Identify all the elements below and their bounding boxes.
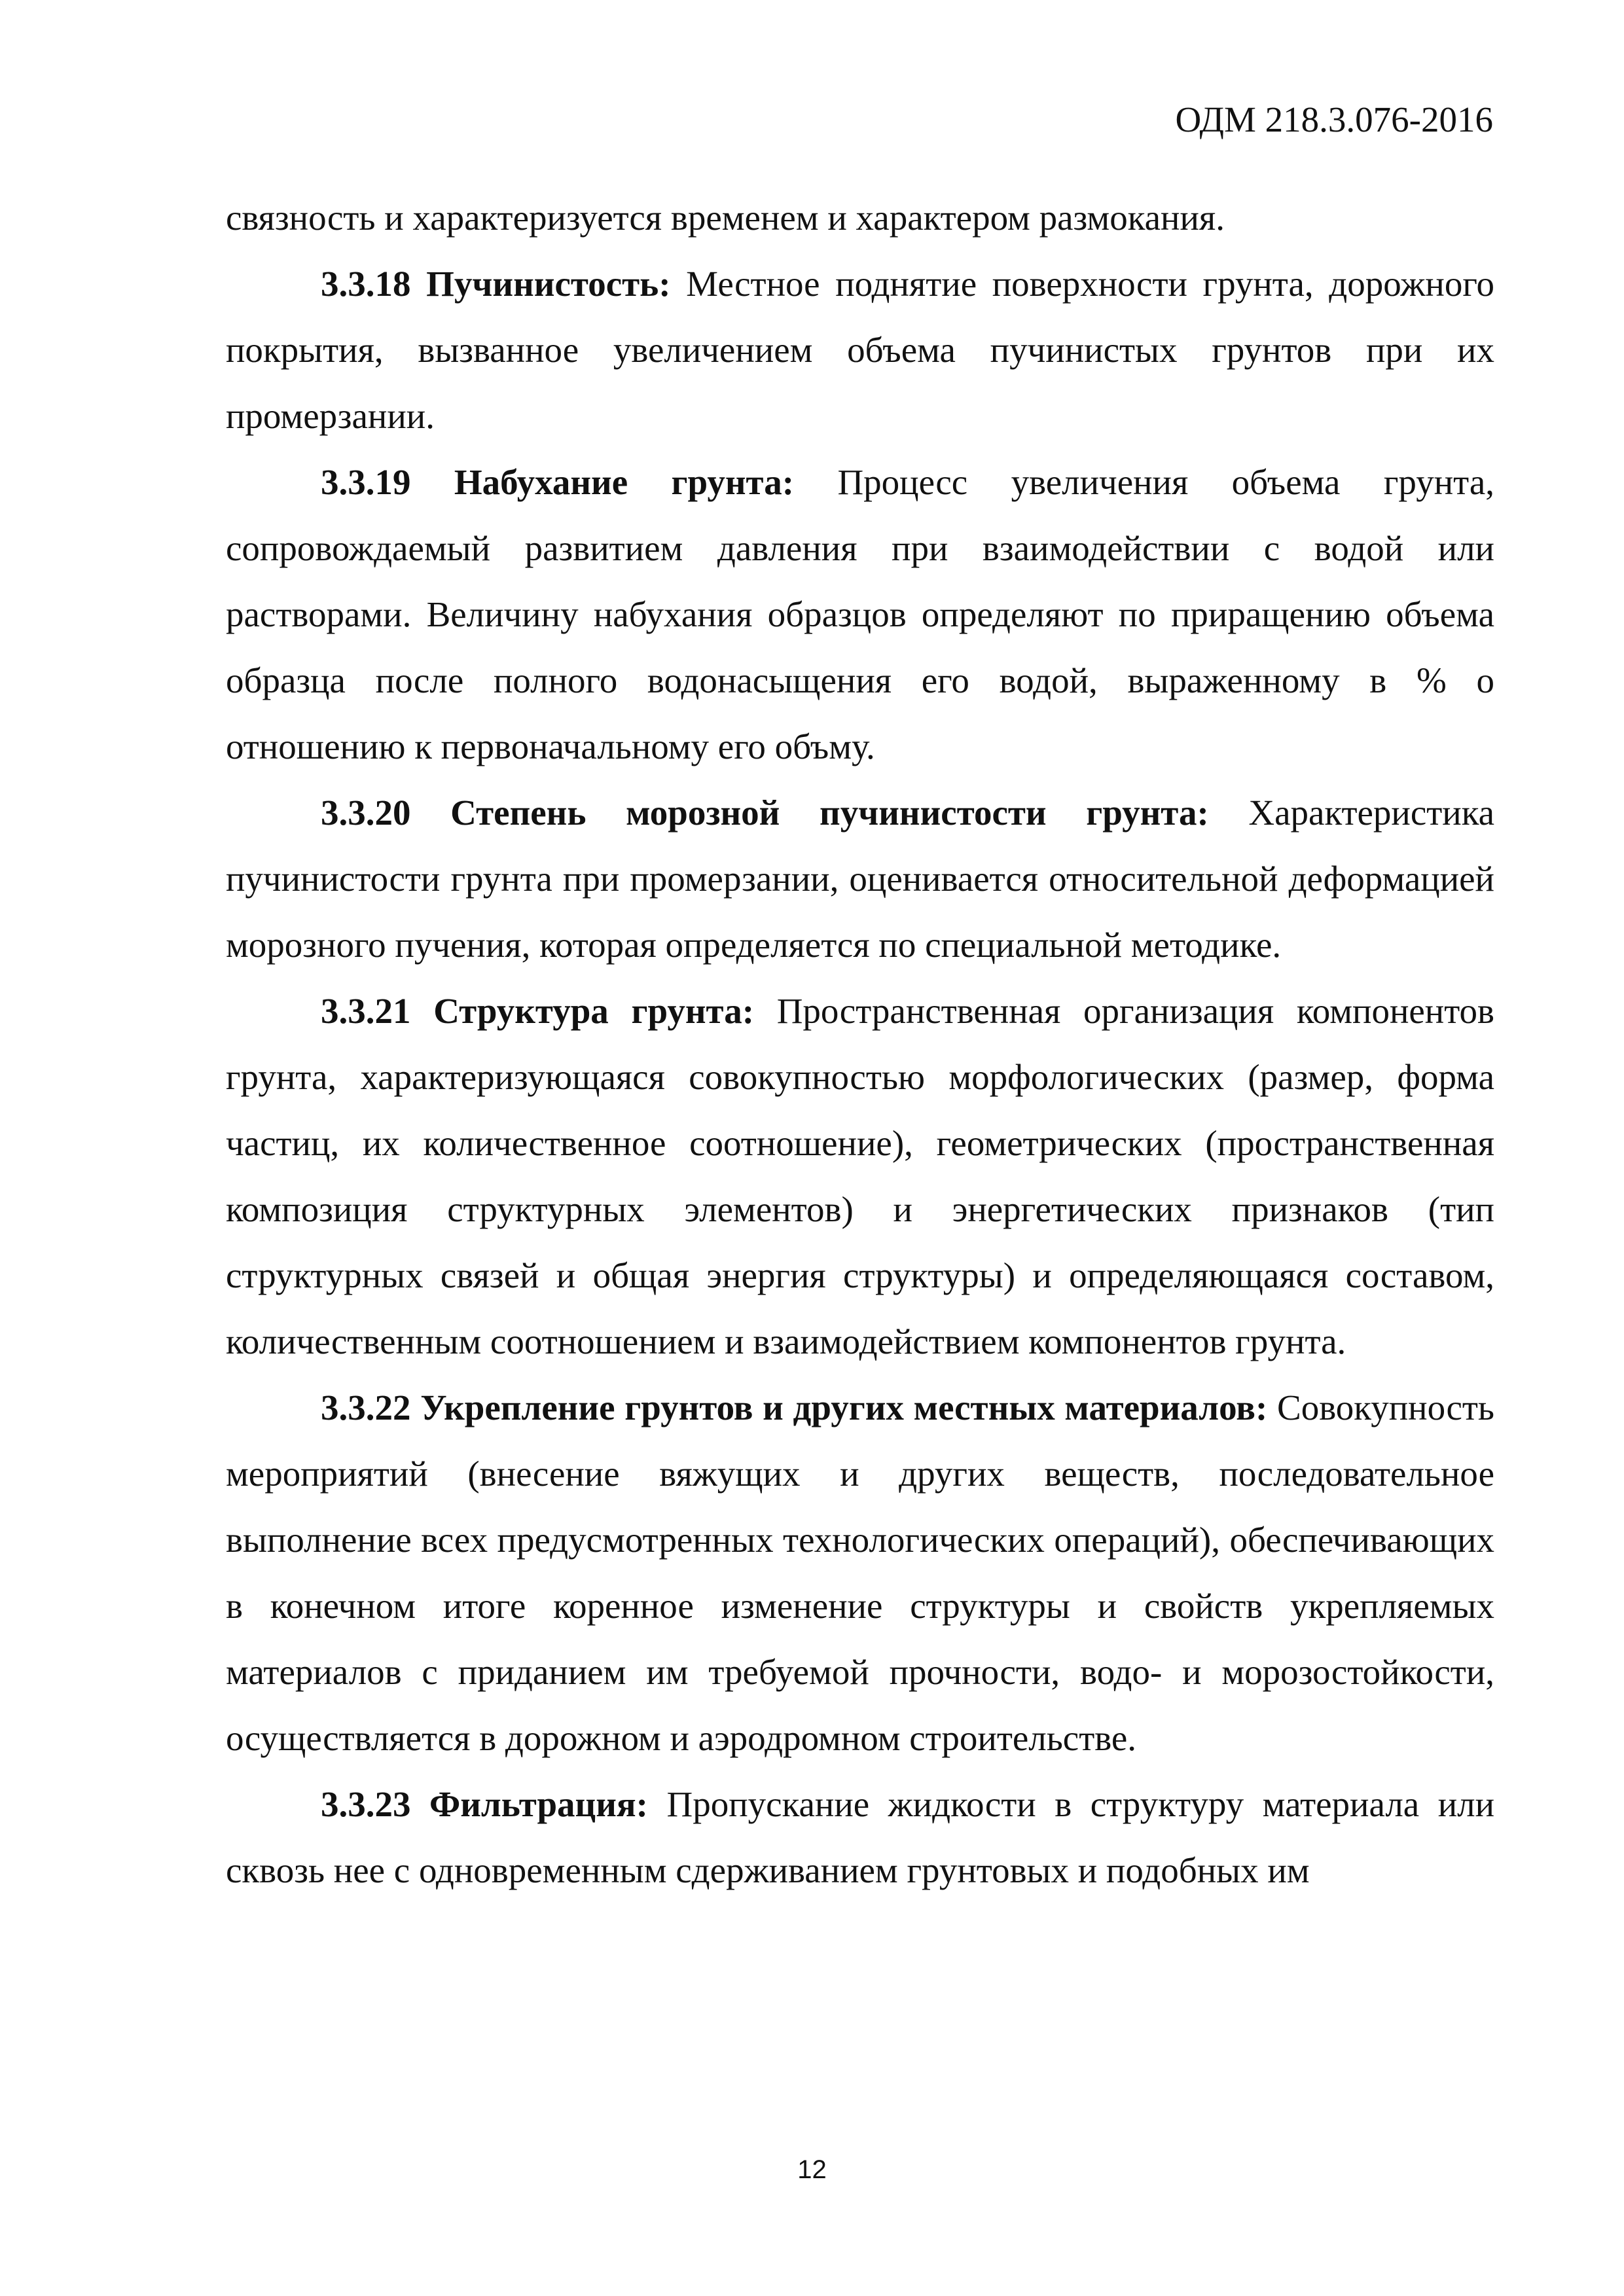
section-number: 3.3.19 xyxy=(321,462,411,502)
section-term: Укрепление грунтов и других местных материалов: xyxy=(420,1388,1268,1427)
section-term: Структура грунта: xyxy=(433,991,755,1031)
section-text: Пропускание жидкости в структуру материала или сквозь нее с одновременным сдерживанием грунтовых и подобных им xyxy=(226,1784,1495,1890)
section-text: Характеристика пучинистости грунта при промерзании, оценивается относительной деформацией морозного пучения, которая определяется по специальной методике. xyxy=(226,793,1495,965)
section-number: 3.3.22 xyxy=(321,1388,411,1427)
section-3-3-20 xyxy=(226,780,1494,978)
section-text: Совокупность мероприятий (внесение вяжущих и других веществ, последовательное выполнение всех предусмотренных технологических операций), обеспечивающих в конечном итоге коренное изменение структуры и свойств укрепляемых материалов с приданием им требуемой прочности, водо- и морозостойкости, осуществляется в дорожном и аэродромном строительстве. xyxy=(226,1388,1495,1758)
section-term: Пучинистость: xyxy=(426,264,671,304)
section-number: 3.3.21 xyxy=(321,991,411,1031)
section-number: 3.3.18 xyxy=(321,264,411,304)
section-term: Степень морозной пучинистости грунта: xyxy=(450,793,1209,833)
section-3-3-18 xyxy=(226,251,1494,449)
section-term: Набухание грунта: xyxy=(454,462,795,502)
section-3-3-19 xyxy=(226,449,1494,780)
section-text: Пространственная организация компонентов грунта, характеризующаяся совокупностью морфологических (размер, форма частиц, их количественное соотношение), геометрических (пространственная композиция структурных элементов) и энергетических признаков (тип структурных связей и общая энергия структуры) и определяющаяся составом, количественным соотношением и взаимодействием компонентов грунта. xyxy=(226,991,1495,1361)
section-3-3-22 xyxy=(226,1374,1494,1771)
section-3-3-21 xyxy=(226,978,1494,1374)
section-text: Местное поднятие поверхности грунта, дорожного покрытия, вызванное увеличением объема пучинистых грунтов при их промерзании. xyxy=(226,264,1495,436)
section-text: Процесс увеличения объема грунта, сопровождаемый развитием давления при взаимодействии с водой или растворами. Величину набухания образцов определяют по приращению объема образца после полного водонасыщения его водой, выраженному в % о отношению к первоначальному его объму. xyxy=(226,462,1494,766)
page-number: 12 xyxy=(797,2155,827,2184)
section-3-3-23 xyxy=(226,1771,1494,1903)
document-body xyxy=(226,185,1494,1903)
document-code: ОДМ 218.3.076-2016 xyxy=(1175,99,1493,139)
section-number: 3.3.20 xyxy=(321,793,411,833)
continuation-paragraph: связность и характеризуется временем и характером размокания. xyxy=(226,198,1225,238)
section-term: Фильтрация: xyxy=(429,1784,649,1824)
section-number: 3.3.23 xyxy=(321,1784,411,1824)
